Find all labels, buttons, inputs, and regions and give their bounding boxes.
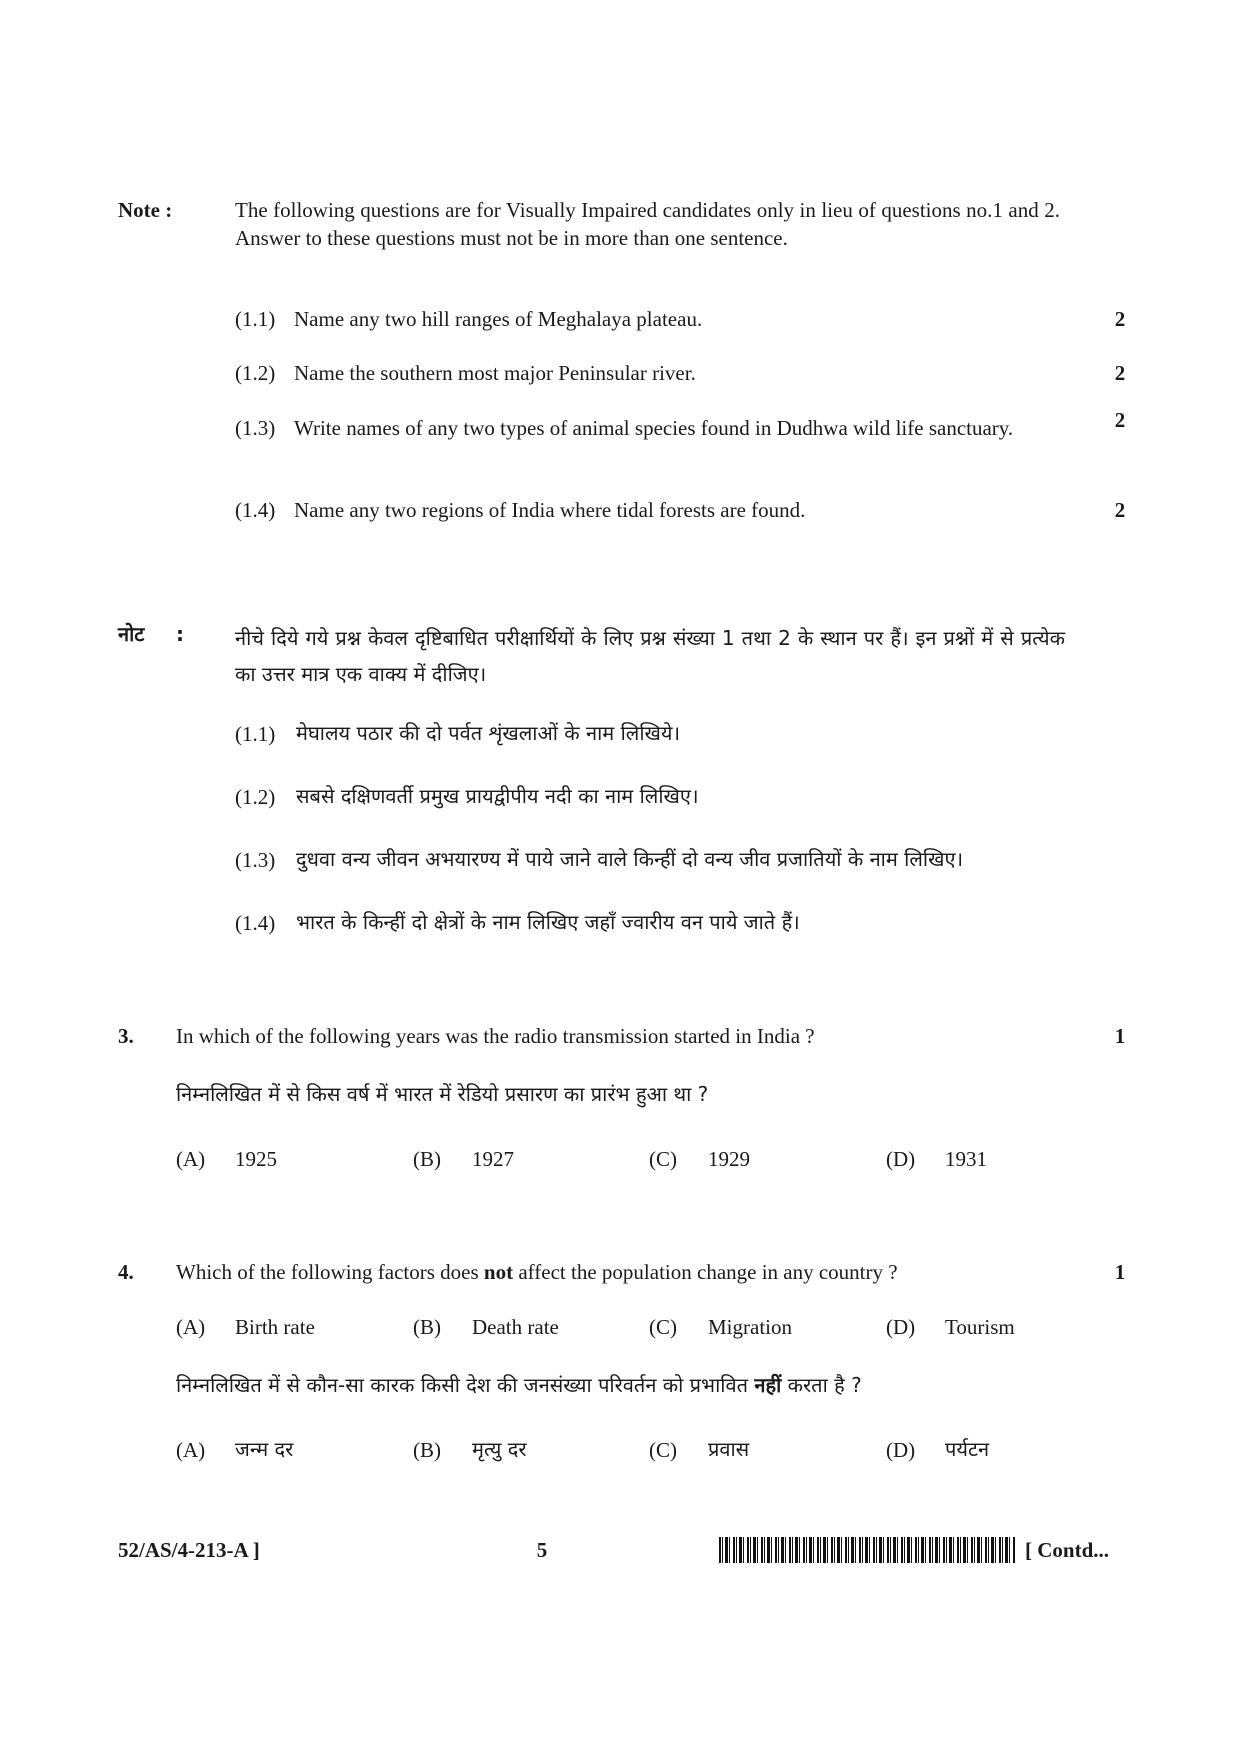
note-colon-hi: : xyxy=(176,622,184,646)
q4-text-hi xyxy=(176,1371,1126,1399)
note-item-1-4-marks: 2 xyxy=(1114,498,1126,522)
note-hi-item-1-1-num: (1.1) xyxy=(235,722,276,746)
note-item-1-4-text: Name any two regions of India where tidal forests are found. xyxy=(294,498,806,522)
note-item-1-3-text: Write names of any two types of animal species found in Dudhwa wild life sanctuary. xyxy=(294,416,1014,440)
note-item-1-1-num: (1.1) xyxy=(235,307,276,331)
q4-option-a-text-en: Birth rate xyxy=(235,1315,315,1339)
q4-text-en xyxy=(176,1258,1076,1286)
q4-marks: 1 xyxy=(1114,1260,1126,1284)
note-item-1-2-text: Name the southern most major Peninsular river. xyxy=(294,361,696,385)
q3-option-c-text: 1929 xyxy=(708,1147,750,1171)
q4-option-a-label-en: (A) xyxy=(176,1315,206,1339)
q4-option-d-label-hi: (D) xyxy=(886,1438,916,1462)
q3-option-a-label: (A) xyxy=(176,1147,206,1171)
barcode-image xyxy=(719,1537,1015,1563)
page-number: 5 xyxy=(536,1538,548,1562)
q4-option-c-label-en: (C) xyxy=(649,1315,677,1339)
note-hi-item-1-1-text: मेघालय पठार की दो पर्वत शृंखलाओं के नाम लिखिये। xyxy=(296,721,681,745)
q4-option-a-label-hi: (A) xyxy=(176,1438,206,1462)
note-item-1-2-num: (1.2) xyxy=(235,361,276,385)
q3-number: 3. xyxy=(118,1024,134,1048)
q4-text-en-bold: not xyxy=(483,1260,514,1284)
note-item-1-1-text: Name any two hill ranges of Meghalaya plateau. xyxy=(294,307,703,331)
note-item-1-1-marks: 2 xyxy=(1114,307,1126,331)
q4-option-d-label-en: (D) xyxy=(886,1315,916,1339)
paper-code: 52/AS/4-213-A ] xyxy=(118,1538,260,1562)
q4-text-en-post: affect the population change in any country ? xyxy=(513,1260,898,1284)
note-label-hi: नोट xyxy=(118,622,145,646)
q4-option-a-text-hi: जन्म दर xyxy=(235,1437,294,1461)
q4-option-b-label-en: (B) xyxy=(413,1315,441,1339)
q4-option-d-text-en: Tourism xyxy=(945,1315,1015,1339)
q4-number: 4. xyxy=(118,1260,134,1284)
contd-label: [ Contd... xyxy=(1025,1538,1110,1562)
note-text-hi: नीचे दिये गये प्रश्न केवल दृष्टिबाधित परीक्षार्थियों के लिए प्रश्न संख्या 1 तथा 2 के स्थान पर हैं। इन प्रश्नों में से प्रत्येक का उत्तर मात्र एक वाक्य में दीजिए। xyxy=(235,626,1065,686)
q4-text-hi-pre: निम्नलिखित में से कौन-सा कारक किसी देश की जनसंख्या परिवर्तन को प्रभावित xyxy=(176,1373,755,1397)
q4-option-c-label-hi: (C) xyxy=(649,1438,677,1462)
q3-option-d-label: (D) xyxy=(886,1147,916,1171)
note-hi-item-1-4-text: भारत के किन्हीं दो क्षेत्रों के नाम लिखिए जहाँ ज्वारीय वन पाये जाते हैं। xyxy=(296,910,800,934)
q3-option-d-text: 1931 xyxy=(945,1147,987,1171)
q4-option-d-text-hi: पर्यटन xyxy=(945,1437,990,1461)
note-label-en: Note : xyxy=(118,198,173,222)
q4-option-b-text-hi: मृत्यु दर xyxy=(472,1437,527,1461)
q3-text-en: In which of the following years was the radio transmission started in India ? xyxy=(176,1024,815,1048)
q4-text-hi-bold: नहीं xyxy=(754,1373,782,1397)
note-hi-item-1-3-text: दुधवा वन्य जीवन अभयारण्य में पाये जाने वाले किन्हीं दो वन्य जीव प्रजातियों के नाम लिखिए। xyxy=(296,847,964,871)
q3-marks: 1 xyxy=(1114,1024,1126,1048)
q4-option-b-text-en: Death rate xyxy=(472,1315,559,1339)
q3-text-hi: निम्नलिखित में से किस वर्ष में भारत में रेडियो प्रसारण का प्रारंभ हुआ था ? xyxy=(176,1082,709,1106)
note-hi-item-1-4-num: (1.4) xyxy=(235,911,276,935)
note-item-1-4-num: (1.4) xyxy=(235,498,276,522)
q3-option-b-label: (B) xyxy=(413,1147,441,1171)
note-item-1-3-marks: 2 xyxy=(1114,408,1126,432)
note-hi-item-1-2-text: सबसे दक्षिणवर्ती प्रमुख प्रायद्वीपीय नदी का नाम लिखिए। xyxy=(296,784,699,808)
q4-text-en-pre: Which of the following factors does xyxy=(176,1260,484,1284)
note-hi-item-1-3-num: (1.3) xyxy=(235,848,276,872)
note-hi-item-1-2-num: (1.2) xyxy=(235,785,276,809)
q3-option-b-text: 1927 xyxy=(472,1147,514,1171)
note-item-1-2-marks: 2 xyxy=(1114,361,1126,385)
q4-text-hi-post: करता है ? xyxy=(781,1373,862,1397)
q4-option-c-text-en: Migration xyxy=(708,1315,792,1339)
q4-option-c-text-hi: प्रवास xyxy=(708,1437,750,1461)
q3-option-a-text: 1925 xyxy=(235,1147,277,1171)
note-text-en: The following questions are for Visually Impaired candidates only in lieu of questions no.1 and 2. Answer to these questions must not be in more than one sentence. xyxy=(235,198,1060,250)
q4-option-b-label-hi: (B) xyxy=(413,1438,441,1462)
q3-option-c-label: (C) xyxy=(649,1147,677,1171)
note-item-1-3-num: (1.3) xyxy=(235,416,276,440)
